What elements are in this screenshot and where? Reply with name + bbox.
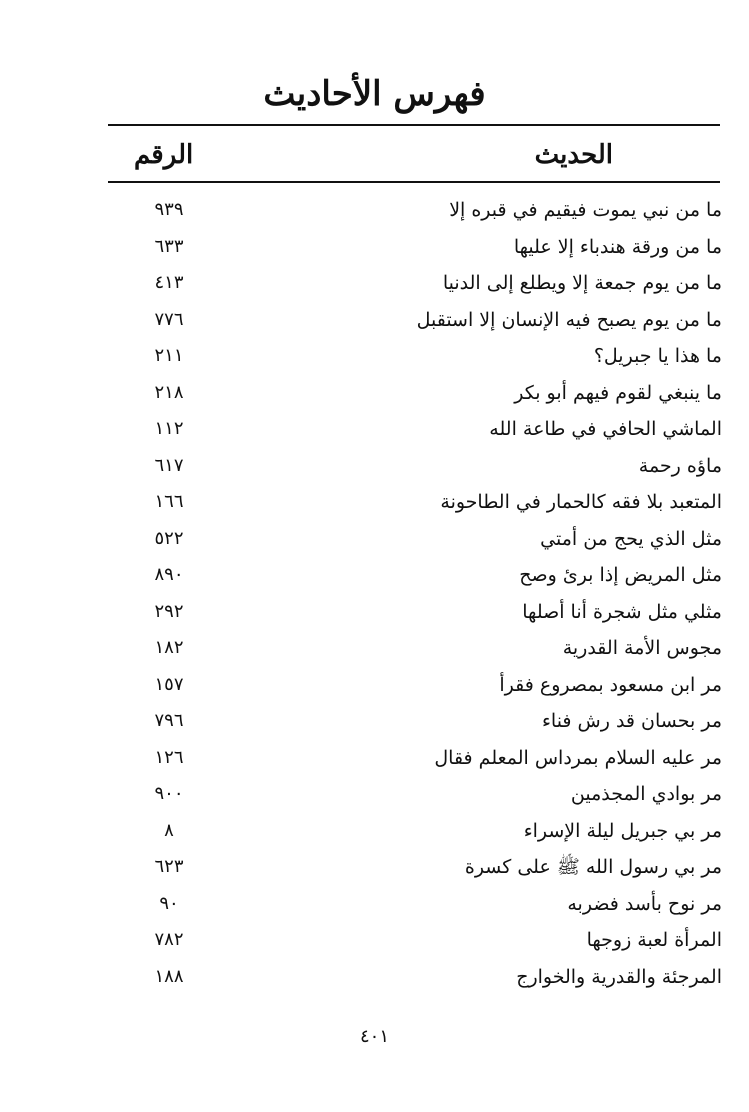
list-item xyxy=(0,776,749,813)
hadith-number: ٢١٨ xyxy=(154,381,184,403)
list-item xyxy=(0,484,749,521)
hadith-number: ٤١٣ xyxy=(154,272,184,293)
list-item xyxy=(0,740,749,777)
hadith-text: مر بي رسول الله ﷺ على كسرة xyxy=(464,856,722,878)
hadith-number: ١٨٨ xyxy=(154,965,184,987)
header-bottom-rule xyxy=(108,181,720,183)
hadith-text: مثلي مثل شجرة أنا أصلها xyxy=(522,600,722,623)
list-item xyxy=(0,630,749,667)
hadith-number: ٩٠ xyxy=(159,892,179,914)
hadith-text: مثل المريض إذا برئ وصح xyxy=(519,564,722,586)
page-title: فهرس الأحاديث xyxy=(263,74,486,114)
hadith-text: مر بحسان قد رش فناء xyxy=(541,710,722,732)
hadith-number: ٢٩٢ xyxy=(154,600,184,622)
hadith-number: ١١٢ xyxy=(154,418,184,439)
hadith-text: مر بي جبريل ليلة الإسراء xyxy=(523,819,722,842)
hadith-text: ما ينبغي لقوم فيهم أبو بكر xyxy=(514,381,722,404)
list-item xyxy=(0,375,749,412)
hadith-text: مثل الذي يحج من أمتي xyxy=(540,527,722,550)
hadith-text: ماؤه رحمة xyxy=(638,454,722,477)
hadith-number: ٢١١ xyxy=(154,345,184,366)
hadith-number: ٧٩٦ xyxy=(154,710,184,731)
list-item xyxy=(0,448,749,485)
list-item xyxy=(0,849,749,886)
list-item xyxy=(0,265,749,302)
list-item xyxy=(0,338,749,375)
hadith-text: مر نوح بأسد فضربه xyxy=(567,892,722,915)
hadith-number: ٧٨٢ xyxy=(154,929,184,950)
hadith-number: ٧٧٦ xyxy=(154,308,184,330)
hadith-text: ما من يوم جمعة إلا ويطلع إلى الدنيا xyxy=(442,272,722,294)
list-item xyxy=(0,959,749,996)
hadith-number: ٦١٧ xyxy=(154,454,184,476)
hadith-text: المرأة لعبة زوجها xyxy=(586,929,722,951)
list-item xyxy=(0,667,749,704)
list-item xyxy=(0,557,749,594)
hadith-index-list xyxy=(0,192,749,995)
hadith-number: ٦٢٣ xyxy=(154,856,184,877)
hadith-text: مر بوادي المجذمين xyxy=(570,783,722,805)
hadith-text: مر ابن مسعود بمصروع فقرأ xyxy=(499,673,722,696)
header-top-rule xyxy=(108,124,720,126)
hadith-number: ٩٣٩ xyxy=(154,199,184,220)
hadith-number: ١٨٢ xyxy=(154,637,184,658)
page-number: ٤٠١ xyxy=(359,1026,389,1047)
hadith-text: المرجئة والقدرية والخوارج xyxy=(516,965,722,988)
hadith-text: ما من يوم يصبح فيه الإنسان إلا استقبل xyxy=(416,308,722,331)
hadith-number: ٦٣٣ xyxy=(154,235,184,257)
list-item xyxy=(0,411,749,448)
hadith-text: مجوس الأمة القدرية xyxy=(562,637,722,659)
list-item xyxy=(0,703,749,740)
hadith-text: ما من ورقة هندباء إلا عليها xyxy=(513,235,722,258)
hadith-number: ٥٢٢ xyxy=(154,527,184,549)
hadith-number: ٨٩٠ xyxy=(154,564,184,585)
hadith-number: ١٦٦ xyxy=(154,491,184,512)
hadith-text: الماشي الحافي في طاعة الله xyxy=(489,418,722,440)
list-item xyxy=(0,521,749,558)
list-item xyxy=(0,813,749,850)
hadith-text: ما هذا يا جبريل؟ xyxy=(593,345,722,367)
column-header-number: الرقم xyxy=(134,140,194,170)
list-item xyxy=(0,594,749,631)
hadith-text: ما من نبي يموت فيقيم في قبره إلا xyxy=(449,199,722,221)
hadith-text: مر عليه السلام بمرداس المعلم فقال xyxy=(434,746,722,769)
list-item xyxy=(0,192,749,229)
column-header-hadith: الحديث xyxy=(534,140,613,170)
list-item xyxy=(0,302,749,339)
hadith-text: المتعبد بلا فقه كالحمار في الطاحونة xyxy=(440,491,722,513)
hadith-number: ١٥٧ xyxy=(154,673,184,695)
list-item xyxy=(0,229,749,266)
list-item xyxy=(0,886,749,923)
hadith-number: ١٢٦ xyxy=(154,746,184,768)
hadith-number: ٨ xyxy=(164,819,174,841)
list-item xyxy=(0,922,749,959)
hadith-number: ٩٠٠ xyxy=(154,783,184,804)
